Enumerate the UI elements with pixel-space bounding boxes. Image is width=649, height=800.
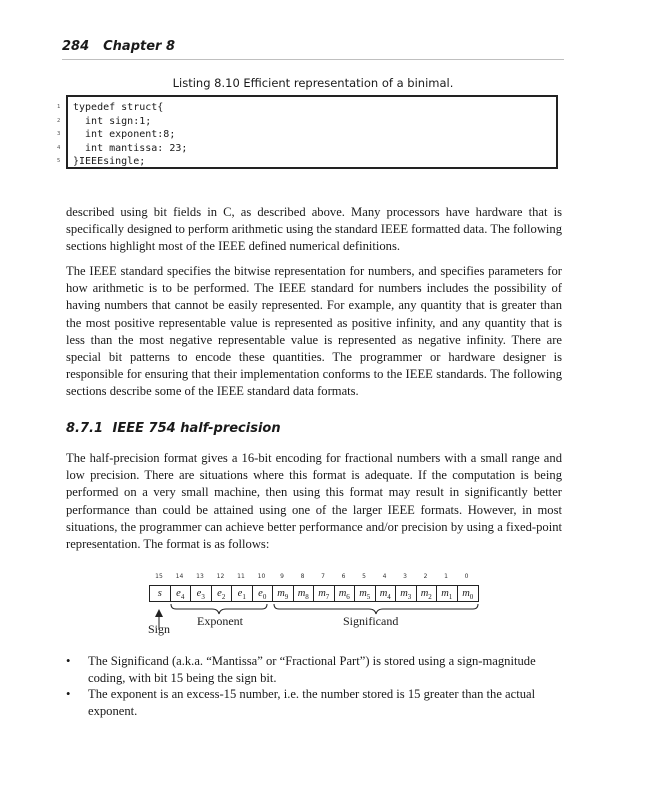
bit-position-label: 11 (237, 573, 245, 580)
code-line: int exponent:8; (73, 129, 176, 140)
bit-position-label: 10 (257, 573, 266, 580)
line-number: 3 (57, 131, 61, 137)
line-number: 2 (57, 117, 61, 124)
list-item (66, 686, 562, 722)
bit-cell-symbol: e (258, 588, 263, 599)
bullet-text: The exponent is an excess-15 number, i.e. the number stored is 15 greater than the actual exponent. (88, 687, 536, 719)
bit-cell-index: 3 (201, 593, 205, 602)
bit-position-label: 9 (280, 573, 284, 580)
bullet-icon: • (66, 654, 71, 668)
bit-cell-symbol: m (400, 588, 408, 599)
exponent-brace (171, 604, 267, 614)
bit-position-label: 7 (321, 573, 325, 580)
bit-position-label: 0 (464, 573, 469, 580)
listing-caption: Listing 8.10 Efficient representation of a binimal. (172, 76, 454, 90)
bit-cell-symbol: m (379, 588, 388, 599)
line-number: 1 (57, 104, 61, 110)
bit-position-label: 15 (155, 573, 163, 580)
bit-cell-index: 8 (305, 593, 309, 602)
bit-cell-symbol: m (420, 588, 429, 599)
page-number: 284 (62, 39, 90, 54)
bit-cell-symbol: m (318, 588, 326, 599)
bit-cell-index: 1 (242, 593, 246, 602)
bit-cell-symbol: m (462, 588, 470, 599)
code-line: }IEEEsingle; (73, 156, 146, 167)
bit-position-label: 8 (300, 573, 305, 580)
bit-cell-symbol: m (441, 588, 449, 599)
code-line: int sign:1; (73, 115, 152, 127)
section-title: IEEE 754 half-precision (112, 421, 281, 436)
bit-cell-index: 9 (284, 593, 289, 602)
bit-cell-symbol: e (176, 588, 181, 599)
bit-cell-index: 4 (387, 593, 391, 602)
bit-cell-symbol: e (196, 588, 202, 599)
paragraph: described using bit fields in C, as described above. Many processors have hardware that is specifically designed to perform arithmetic using the standard IEEE formatted data. The following sections highlight most of the IEEE defined numerical definitions. (66, 205, 563, 254)
bullet-text: The Significand (a.k.a. “Mantissa” or “Fractional Part”) is stored using a sign-magnitude coding, with bit 15 being the sign bit. (88, 654, 536, 686)
bit-cell-index: 0 (469, 593, 474, 602)
bit-cell-index: 0 (262, 593, 267, 602)
bit-position-label: 14 (175, 573, 184, 580)
bit-position-label: 3 (403, 573, 407, 580)
bit-cell-symbol: e (217, 588, 222, 599)
bit-cell-symbol: m (359, 588, 367, 599)
bit-cell-symbol: m (277, 588, 285, 599)
paragraph: The half-precision format gives a 16-bit encoding for fractional numbers with a small range and low precision. There are situations where this format is adequate. If the computation is being performed on a very small machine, then using this format may result in significantly better performance than could be attained using one of the larger IEEE formats. However, in most situations, the programmer can achieve better performance and/or precision by using a fixed-point representation. The format is as follows: (66, 451, 562, 552)
code-line: typedef struct{ (73, 102, 164, 113)
chapter-title: Chapter 8 (103, 39, 176, 54)
bit-position-label: 1 (444, 573, 448, 580)
sign-label: Sign (148, 622, 171, 636)
list-item (66, 653, 562, 689)
bit-cell-symbol: m (297, 588, 306, 599)
line-number: 5 (57, 158, 61, 164)
exponent-label: Exponent (197, 614, 243, 628)
paragraph: The IEEE standard specifies the bitwise representation for numbers, and specifies parameters for how arithmetic is to be performed. The IEEE standard for numbers includes the possibility of having numbers that cannot be easily represented. For example, any quantity that is greater than the most positive representable value is represented as positive infinity, and any quantity that is less than the most negative representable value is represented as negative infinity. There are special bit patterns to encode these quantities. The programmer or hardware designer is responsible for ensuring that their implementation conforms to the IEEE standards. The following sections describe some of the IEEE standard data formats. (66, 264, 562, 399)
bit-position-label: 13 (196, 573, 204, 580)
bit-position-label: 12 (216, 573, 225, 580)
bit-cell-index: 2 (221, 593, 226, 602)
significand-brace (274, 604, 478, 614)
code-line: int mantissa: 23; (73, 142, 188, 154)
bit-cell-symbol: m (338, 588, 347, 599)
bit-cell-index: 3 (407, 593, 412, 602)
bit-cell-index: 2 (428, 593, 432, 602)
bit-cell-index: 7 (325, 593, 330, 602)
bit-cell-symbol: s (157, 588, 162, 599)
bullet-icon: • (66, 687, 71, 701)
sign-arrowhead (155, 609, 163, 617)
bit-position-label: 6 (341, 573, 346, 580)
bit-cell-index: 1 (448, 593, 453, 602)
bit-cell-index: 5 (366, 593, 371, 602)
section-number: 8.7.1 (66, 421, 104, 436)
bit-cell-symbol: e (237, 588, 243, 599)
significand-label: Significand (343, 614, 399, 628)
bit-cell-index: 4 (180, 593, 185, 602)
line-number: 4 (57, 144, 61, 151)
bit-cell-index: 6 (346, 593, 350, 602)
bit-position-label: 4 (382, 573, 387, 580)
bit-position-label: 5 (362, 573, 366, 580)
bit-position-label: 2 (423, 573, 428, 580)
